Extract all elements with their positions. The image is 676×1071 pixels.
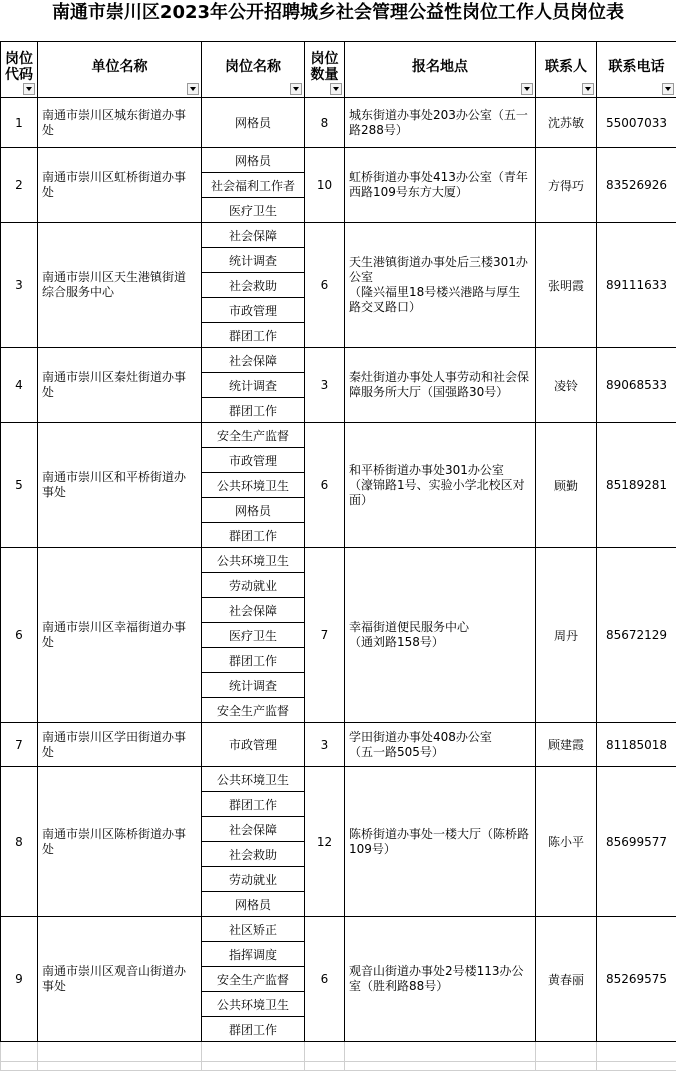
cell-phone: 89068533 (597, 348, 676, 423)
cell-phone: 85269575 (597, 917, 676, 1042)
cell-code: 1 (1, 98, 38, 148)
cell-code: 4 (1, 348, 38, 423)
cell-position: 社区矫正 (202, 917, 305, 942)
cell-code: 2 (1, 148, 38, 223)
cell-count: 6 (305, 423, 345, 548)
cell-count: 3 (305, 348, 345, 423)
filter-dropdown-icon[interactable] (330, 83, 342, 95)
cell-location: 观音山街道办事处2号楼113办公室（胜利路88号） (345, 917, 536, 1042)
table-row (1, 348, 676, 373)
cell-position: 群团工作 (202, 1017, 305, 1042)
cell-phone: 85699577 (597, 767, 676, 917)
cell-location: 幸福街道便民服务中心 （通刘路158号） (345, 548, 536, 723)
cell-count: 3 (305, 723, 345, 767)
cell-position: 社会福利工作者 (202, 173, 305, 198)
filter-dropdown-icon[interactable] (521, 83, 533, 95)
cell-phone: 81185018 (597, 723, 676, 767)
cell-count: 12 (305, 767, 345, 917)
header-position: 岗位名称 (202, 42, 305, 98)
header-row (1, 42, 676, 98)
empty-cell[interactable] (597, 1062, 676, 1071)
cell-position: 公共环境卫生 (202, 992, 305, 1017)
cell-unit: 南通市崇川区学田街道办事处 (38, 723, 202, 767)
cell-position: 劳动就业 (202, 573, 305, 598)
empty-cell[interactable] (202, 1062, 305, 1071)
empty-cell[interactable] (345, 1042, 536, 1062)
filter-dropdown-icon[interactable] (662, 83, 674, 95)
header-count: 岗位数量 (305, 42, 345, 98)
cell-position: 群团工作 (202, 648, 305, 673)
header-code: 岗位代码 (1, 42, 38, 98)
cell-unit: 南通市崇川区虹桥街道办事处 (38, 148, 202, 223)
cell-code: 9 (1, 917, 38, 1042)
cell-position: 群团工作 (202, 398, 305, 423)
cell-position: 市政管理 (202, 723, 305, 767)
table-row (1, 548, 676, 573)
filter-dropdown-icon[interactable] (290, 83, 302, 95)
positions-table (0, 41, 676, 1071)
cell-position: 医疗卫生 (202, 623, 305, 648)
cell-location: 和平桥街道办事处301办公室 （濠锦路1号、实验小学北校区对面） (345, 423, 536, 548)
cell-phone: 85672129 (597, 548, 676, 723)
cell-position: 社会救助 (202, 273, 305, 298)
cell-position: 安全生产监督 (202, 967, 305, 992)
cell-position: 市政管理 (202, 298, 305, 323)
cell-code: 5 (1, 423, 38, 548)
cell-unit: 南通市崇川区观音山街道办事处 (38, 917, 202, 1042)
page-title: 南通市崇川区2023年公开招聘城乡社会管理公益性岗位工作人员岗位表 (51, 2, 625, 23)
cell-position: 安全生产监督 (202, 698, 305, 723)
cell-position: 网格员 (202, 498, 305, 523)
cell-code: 7 (1, 723, 38, 767)
cell-count: 6 (305, 917, 345, 1042)
cell-count: 8 (305, 98, 345, 148)
cell-contact: 黄春丽 (536, 917, 597, 1042)
cell-contact: 方得巧 (536, 148, 597, 223)
cell-code: 8 (1, 767, 38, 917)
table-body (1, 98, 676, 1071)
cell-unit: 南通市崇川区陈桥街道办事处 (38, 767, 202, 917)
empty-cell[interactable] (202, 1042, 305, 1062)
cell-code: 6 (1, 548, 38, 723)
cell-position: 网格员 (202, 892, 305, 917)
cell-contact: 周丹 (536, 548, 597, 723)
cell-position: 统计调查 (202, 373, 305, 398)
cell-position: 社会保障 (202, 598, 305, 623)
cell-position: 社会保障 (202, 223, 305, 248)
cell-contact: 凌铃 (536, 348, 597, 423)
cell-phone: 83526926 (597, 148, 676, 223)
table-row (1, 423, 676, 448)
table-row (1, 223, 676, 248)
cell-position: 医疗卫生 (202, 198, 305, 223)
empty-cell[interactable] (1, 1062, 38, 1071)
empty-cell[interactable] (345, 1062, 536, 1071)
cell-contact: 张明霞 (536, 223, 597, 348)
cell-phone: 55007033 (597, 98, 676, 148)
header-location: 报名地点 (345, 42, 536, 98)
cell-position: 网格员 (202, 98, 305, 148)
cell-position: 网格员 (202, 148, 305, 173)
cell-code: 3 (1, 223, 38, 348)
empty-cell[interactable] (305, 1042, 345, 1062)
table-row (1, 148, 676, 173)
empty-cell[interactable] (305, 1062, 345, 1071)
empty-cell[interactable] (597, 1042, 676, 1062)
cell-position: 指挥调度 (202, 942, 305, 967)
header-phone: 联系电话 (597, 42, 676, 98)
cell-count: 7 (305, 548, 345, 723)
table-row (1, 767, 676, 792)
filter-dropdown-icon[interactable] (582, 83, 594, 95)
cell-location: 天生港镇街道办事处后三楼301办公室 （隆兴福里18号楼兴港路与厚生路交叉路口） (345, 223, 536, 348)
cell-position: 统计调查 (202, 248, 305, 273)
cell-position: 社会保障 (202, 817, 305, 842)
cell-contact: 沈苏敏 (536, 98, 597, 148)
cell-position: 安全生产监督 (202, 423, 305, 448)
header-unit: 单位名称 (38, 42, 202, 98)
cell-unit: 南通市崇川区城东街道办事处 (38, 98, 202, 148)
cell-location: 陈桥街道办事处一楼大厅（陈桥路109号） (345, 767, 536, 917)
cell-contact: 顾勤 (536, 423, 597, 548)
cell-position: 群团工作 (202, 523, 305, 548)
cell-location: 秦灶街道办事处人事劳动和社会保障服务所大厅（国强路30号） (345, 348, 536, 423)
cell-contact: 顾建霞 (536, 723, 597, 767)
table-row (1, 723, 676, 767)
empty-cell[interactable] (38, 1062, 202, 1071)
cell-position: 公共环境卫生 (202, 473, 305, 498)
cell-position: 统计调查 (202, 673, 305, 698)
cell-unit: 南通市崇川区和平桥街道办事处 (38, 423, 202, 548)
filter-dropdown-icon[interactable] (23, 83, 35, 95)
empty-cell[interactable] (536, 1042, 597, 1062)
cell-position: 群团工作 (202, 792, 305, 817)
cell-position: 公共环境卫生 (202, 548, 305, 573)
empty-row (1, 1062, 676, 1071)
cell-position: 劳动就业 (202, 867, 305, 892)
cell-phone: 89111633 (597, 223, 676, 348)
cell-count: 6 (305, 223, 345, 348)
cell-unit: 南通市崇川区秦灶街道办事处 (38, 348, 202, 423)
cell-position: 社会救助 (202, 842, 305, 867)
empty-cell[interactable] (536, 1062, 597, 1071)
header-contact: 联系人 (536, 42, 597, 98)
cell-contact: 陈小平 (536, 767, 597, 917)
cell-location: 城东街道办事处203办公室（五一路288号） (345, 98, 536, 148)
filter-dropdown-icon[interactable] (187, 83, 199, 95)
cell-unit: 南通市崇川区幸福街道办事处 (38, 548, 202, 723)
table-row (1, 917, 676, 942)
empty-cell[interactable] (38, 1042, 202, 1062)
cell-location: 学田街道办事处408办公室 （五一路505号） (345, 723, 536, 767)
cell-phone: 85189281 (597, 423, 676, 548)
cell-count: 10 (305, 148, 345, 223)
empty-cell[interactable] (1, 1042, 38, 1062)
cell-position: 市政管理 (202, 448, 305, 473)
table-row (1, 98, 676, 148)
empty-row (1, 1042, 676, 1062)
cell-position: 群团工作 (202, 323, 305, 348)
cell-location: 虹桥街道办事处413办公室（青年西路109号东方大厦） (345, 148, 536, 223)
cell-position: 公共环境卫生 (202, 767, 305, 792)
cell-position: 社会保障 (202, 348, 305, 373)
cell-unit: 南通市崇川区天生港镇街道综合服务中心 (38, 223, 202, 348)
